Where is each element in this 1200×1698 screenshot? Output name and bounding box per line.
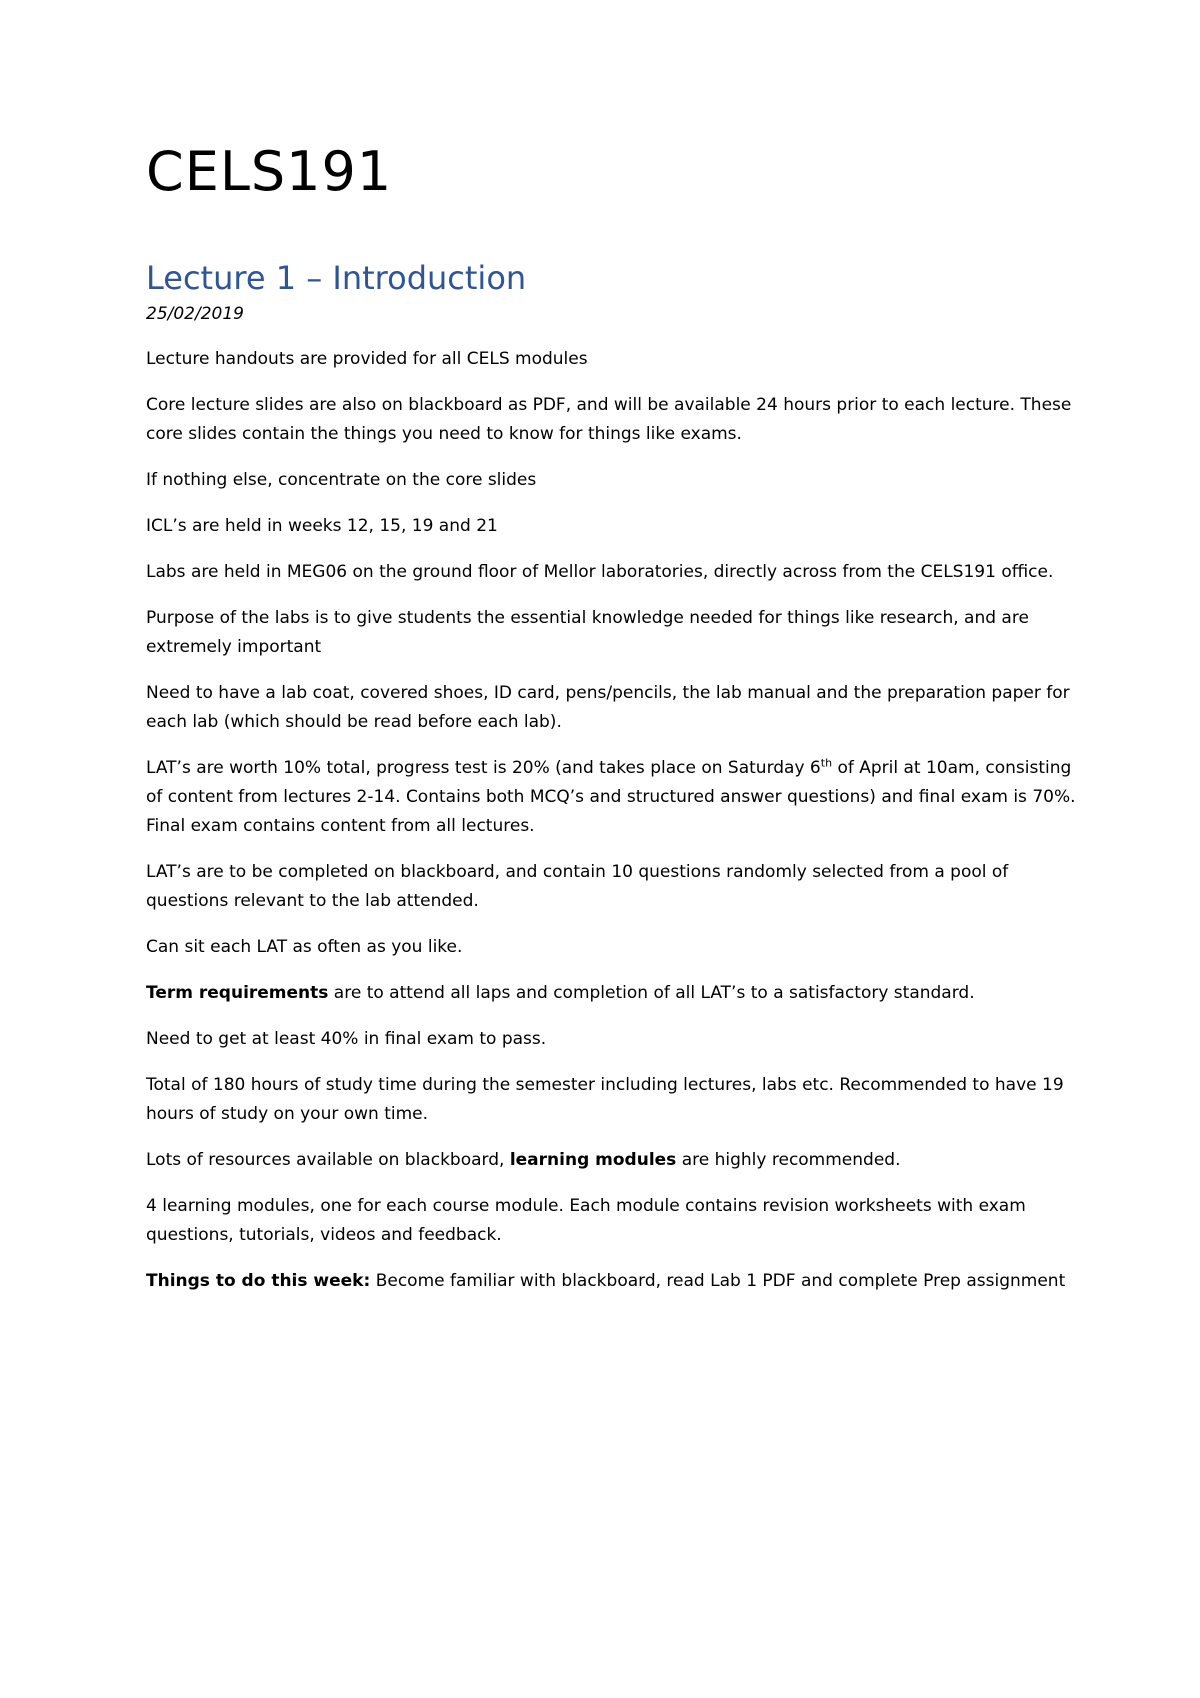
paragraph-todo-week xyxy=(146,1267,1076,1296)
document-body xyxy=(146,140,1076,1296)
paragraph-icl-weeks: ICL’s are held in weeks 12, 15, 19 and 21 xyxy=(146,516,498,536)
todo-label: Things to do this week: xyxy=(146,1271,371,1291)
paragraph-lab-requirements: Need to have a lab coat, covered shoes, ID card, pens/pencils, the lab manual and the preparation paper for each lab (which should be read before each lab). xyxy=(146,683,1070,732)
assessment-text-end: of April at 10am, consisting of content from lectures 2-14. Contains both MCQ’s and structured answer questions) and final exam is 70%. Final exam contains content from all lectures. xyxy=(146,758,1076,836)
lecture-date: 25/02/2019 xyxy=(146,304,244,324)
paragraph-study-hours: Total of 180 hours of study time during the semester including lectures, labs etc. Recommended to have 19 hours of study on your own time. xyxy=(146,1075,1064,1124)
paragraph-assessment-weights xyxy=(146,754,1076,841)
paragraph-lat-completion: LAT’s are to be completed on blackboard, and contain 10 questions randomly selected from a pool of questions relevant to the lab attended. xyxy=(146,862,1009,911)
resources-text-end: are highly recommended. xyxy=(676,1150,901,1170)
paragraph-lab-purpose: Purpose of the labs is to give students the essential knowledge needed for things like research, and are extremely important xyxy=(146,608,1029,657)
paragraph-pass-mark: Need to get at least 40% in final exam to pass. xyxy=(146,1029,547,1049)
ordinal-suffix: th xyxy=(820,756,833,770)
todo-text: Become familiar with blackboard, read Lab 1 PDF and complete Prep assignment xyxy=(370,1271,1066,1291)
assessment-text-start: LAT’s are worth 10% total, progress test is 20% (and takes place on Saturday 6 xyxy=(146,758,821,778)
paragraph-lab-location: Labs are held in MEG06 on the ground floor of Mellor laboratories, directly across from the CELS191 office. xyxy=(146,562,1054,582)
resources-text-start: Lots of resources available on blackboard, xyxy=(146,1150,510,1170)
term-requirements-text: are to attend all laps and completion of all LAT’s to a satisfactory standard. xyxy=(328,983,975,1003)
learning-modules-label: learning modules xyxy=(509,1150,677,1170)
lecture-heading: Lecture 1 – Introduction xyxy=(146,259,527,297)
paragraph-resources xyxy=(146,1146,1076,1175)
paragraph-term-requirements xyxy=(146,979,1076,1008)
paragraph-lat-attempts: Can sit each LAT as often as you like. xyxy=(146,937,463,957)
paragraph-learning-modules: 4 learning modules, one for each course module. Each module contains revision worksheets with exam questions, tutorials, videos and feedback. xyxy=(146,1196,1026,1245)
paragraph-concentrate: If nothing else, concentrate on the core slides xyxy=(146,470,537,490)
document-title: CELS191 xyxy=(146,140,393,203)
paragraph-core-slides: Core lecture slides are also on blackboard as PDF, and will be available 24 hours prior to each lecture. These core slides contain the things you need to know for things like exams. xyxy=(146,395,1072,444)
paragraph-handouts: Lecture handouts are provided for all CELS modules xyxy=(146,349,588,369)
term-requirements-label: Term requirements xyxy=(146,983,329,1003)
